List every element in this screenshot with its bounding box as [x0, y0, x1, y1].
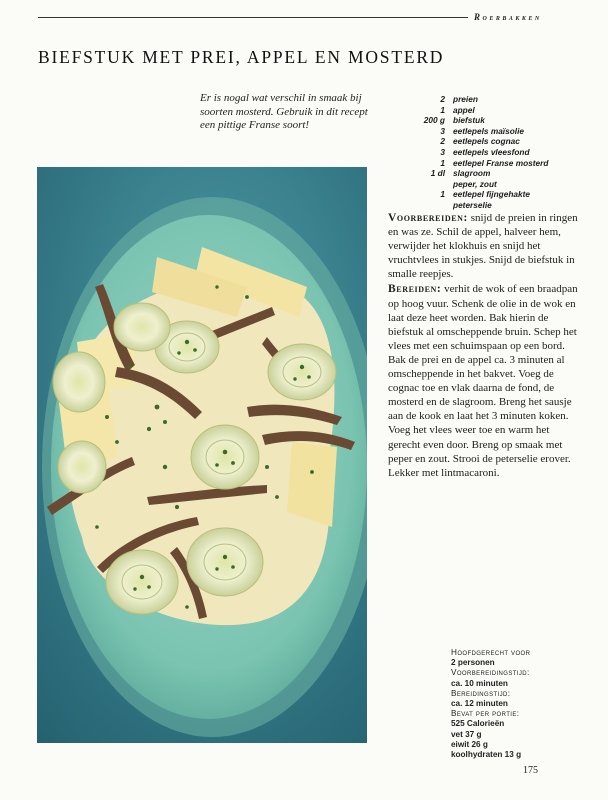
ingredient-quantity: 1	[440, 157, 445, 168]
ingredient-name: eetlepels vleesfond	[453, 146, 530, 157]
nutrition-calories: 525 Calorieën	[451, 719, 505, 729]
ingredient-row	[393, 115, 583, 126]
ingredient-quantity: 1	[440, 104, 445, 115]
prepare-text: snijd de preien in ringen en was ze. Schil de appel, halveer hem, verwijder het klokhuis en snijd het vruchtvlees in stukjes. Snijd de biefstuk in smalle reepjes.	[388, 212, 578, 281]
section-label: Roerbakken	[474, 12, 542, 22]
ingredient-row	[393, 126, 583, 137]
ingredient-row	[393, 136, 583, 147]
ingredient-quantity: 3	[440, 146, 445, 157]
ingredient-name: preien	[453, 94, 478, 104]
cook-paragraph	[388, 282, 584, 479]
prep-time-value: ca. 10 minuten	[451, 678, 508, 688]
ingredient-name: eetlepels maïsolie	[453, 125, 525, 136]
cook-time-value: ca. 12 minuten	[451, 699, 508, 709]
ingredient-name: eetlepel fijngehakte	[453, 189, 531, 200]
ingredient-quantity: 3	[440, 125, 445, 136]
ingredient-row	[393, 158, 583, 169]
leek-ring	[191, 425, 259, 489]
ingredient-row	[393, 105, 583, 116]
ingredient-name: appel	[453, 104, 475, 115]
ingredient-quantity	[393, 179, 453, 190]
course-value: 2 personen	[451, 658, 495, 668]
ingredient-quantity: 200 g	[423, 115, 445, 126]
leek-ring	[53, 352, 105, 412]
ingredient-row	[393, 168, 583, 179]
recipe-info	[451, 648, 591, 760]
leek-ring	[187, 528, 263, 596]
prepare-label: Voorbereiden:	[388, 212, 468, 224]
method-text	[388, 211, 584, 481]
ingredient-quantity: 1	[440, 189, 445, 200]
leek-ring	[106, 550, 178, 614]
ingredient-quantity: 2	[440, 94, 445, 104]
nutrition-carbs: koolhydraten 13 g	[451, 750, 522, 760]
header-rule	[38, 17, 468, 18]
cook-text: verhit de wok of een braadpan op hoog vuur. Schenk de olie in de wok en laat deze heet worden. Bak hierin de biefstuk al omscheppende bruin. Schep het vlees met een schuimspaan op een bord. Bak de prei en de appel ca. 3 minuten al omscheppende in het bakvet. Voeg de cognac toe en vlak daarna de fond, de mosterd en de slagroom. Breng het sausje aan de kook en laat het 3 minuten koken. Voeg het vlees weer toe en warm het gerecht even door. Breng op smaak met peper en zout. Strooi de peterselie erover. Lekker met lintmacaroni.	[388, 283, 578, 479]
leek-ring	[268, 344, 336, 400]
apple-slice	[287, 442, 337, 527]
prep-time-label: Voorbereidingstijd:	[451, 668, 530, 678]
dish-illustration	[37, 167, 367, 743]
ingredient-name: eetlepels cognac	[453, 136, 520, 147]
intro-text: Er is nogal wat verschil in smaak bij soorten mosterd. Gebruik in dit recept een pittige Franse soort!	[200, 92, 368, 132]
ingredient-name: biefstuk	[453, 115, 485, 126]
ingredient-quantity: 2	[440, 136, 445, 147]
cook-label: Bereiden:	[388, 283, 442, 296]
ingredient-row	[393, 179, 583, 190]
ingredient-quantity: 1 dl	[430, 168, 445, 179]
ingredient-name: peper, zout	[453, 178, 497, 189]
ingredient-list	[393, 94, 583, 211]
leek-ring	[58, 441, 106, 493]
ingredient-row	[393, 147, 583, 158]
ingredient-quantity	[393, 200, 453, 211]
nutrition-protein: eiwit 26 g	[451, 739, 488, 749]
ingredient-row	[393, 94, 583, 105]
prepare-paragraph	[388, 211, 584, 281]
nutrition-label: Bevat per portie:	[451, 709, 520, 719]
nutrition-fat: vet 37 g	[451, 729, 482, 739]
ingredient-name: peterselie	[453, 199, 492, 210]
ingredient-name: slagroom	[453, 168, 491, 179]
dish-photo	[37, 167, 367, 743]
ingredient-row	[393, 200, 583, 211]
page-number: 175	[523, 765, 538, 776]
cook-time-label: Bereidingstijd:	[451, 688, 511, 698]
ingredient-name: eetlepel Franse mosterd	[453, 157, 549, 168]
leek-ring	[114, 303, 170, 351]
ingredient-row	[393, 189, 583, 200]
recipe-title: BIEFSTUK MET PREI, APPEL EN MOSTERD	[38, 47, 445, 67]
course-label: Hoofdgerecht voor	[451, 648, 531, 657]
